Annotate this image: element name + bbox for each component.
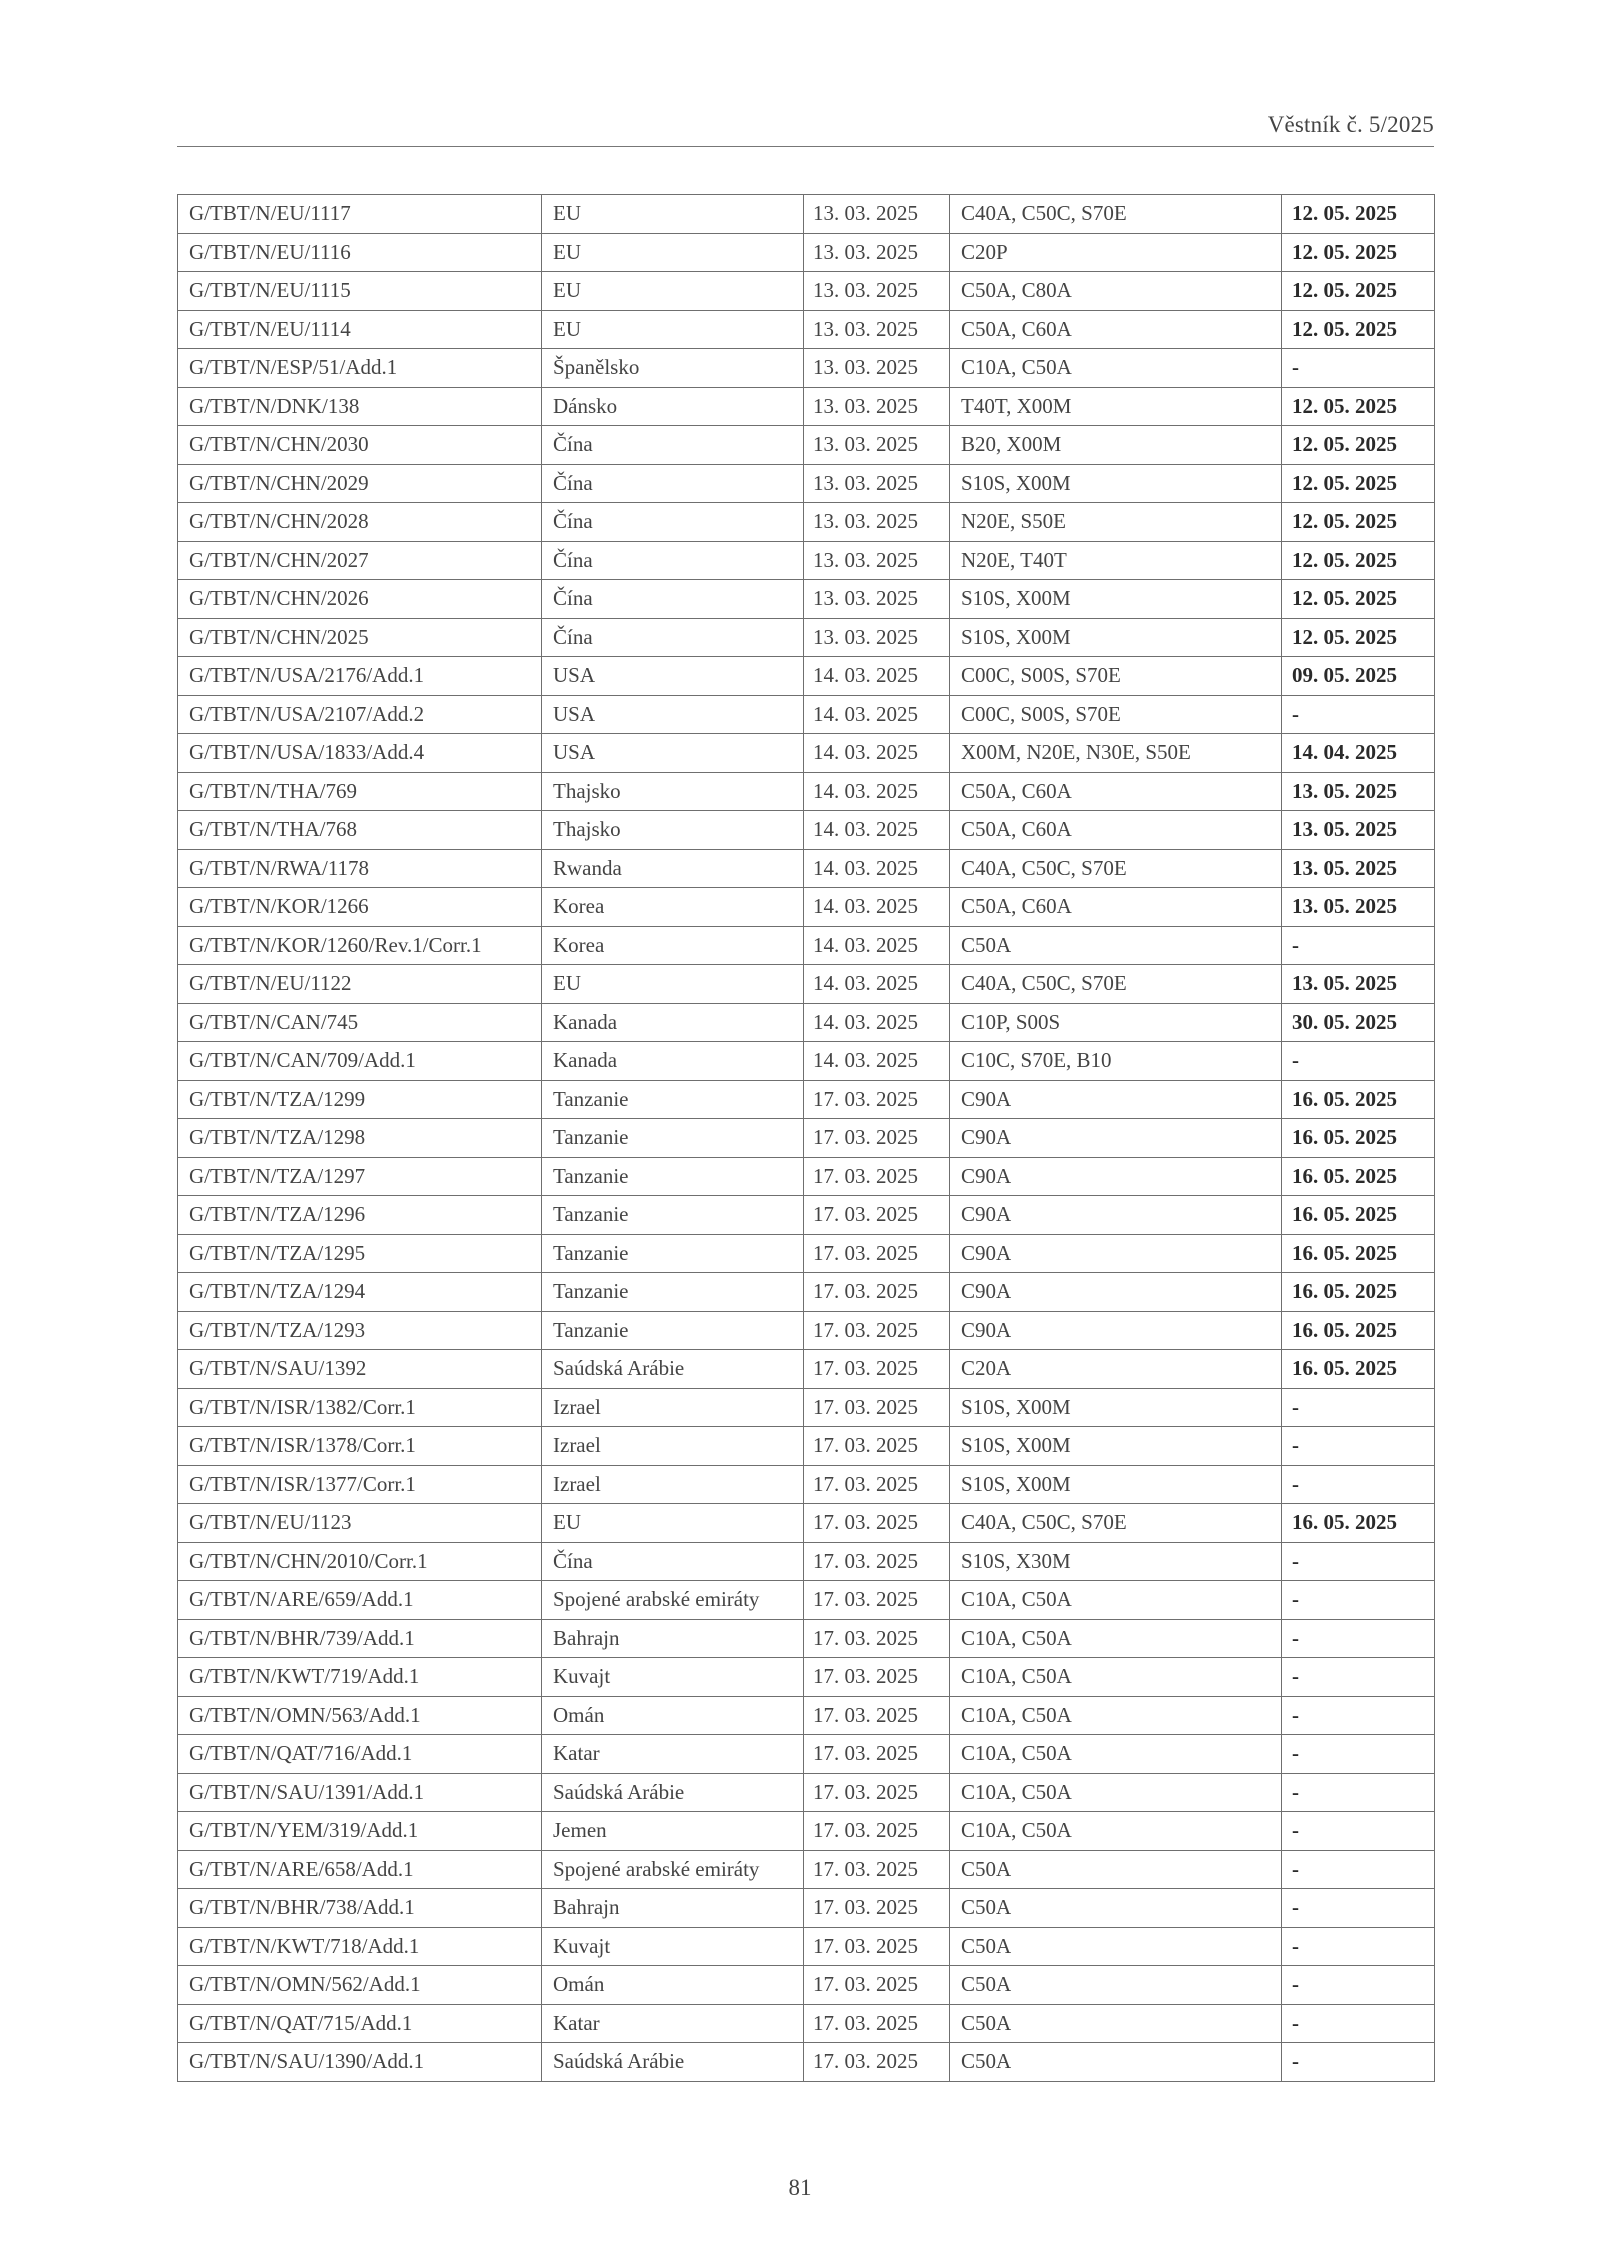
country-cell: Rwanda xyxy=(542,849,804,888)
deadline-cell: 12. 05. 2025 xyxy=(1282,387,1435,426)
notification-id-cell: G/TBT/N/CHN/2025 xyxy=(178,618,542,657)
country-cell: Saúdská Arábie xyxy=(542,2043,804,2082)
classification-cell: C90A xyxy=(950,1080,1282,1119)
country-cell: EU xyxy=(542,233,804,272)
classification-cell: C50A, C60A xyxy=(950,772,1282,811)
date-cell: 17. 03. 2025 xyxy=(804,1542,950,1581)
notification-id-cell: G/TBT/N/TZA/1293 xyxy=(178,1311,542,1350)
deadline-cell: - xyxy=(1282,1812,1435,1851)
table-row xyxy=(178,272,1435,311)
deadline-cell: 16. 05. 2025 xyxy=(1282,1350,1435,1389)
classification-cell: C00C, S00S, S70E xyxy=(950,657,1282,696)
date-cell: 17. 03. 2025 xyxy=(804,1350,950,1389)
notifications-table xyxy=(177,194,1435,2082)
notification-id-cell: G/TBT/N/YEM/319/Add.1 xyxy=(178,1812,542,1851)
country-cell: Tanzanie xyxy=(542,1119,804,1158)
date-cell: 14. 03. 2025 xyxy=(804,695,950,734)
notification-id-cell: G/TBT/N/SAU/1391/Add.1 xyxy=(178,1773,542,1812)
notification-id-cell: G/TBT/N/USA/2107/Add.2 xyxy=(178,695,542,734)
deadline-cell: 16. 05. 2025 xyxy=(1282,1080,1435,1119)
country-cell: Saúdská Arábie xyxy=(542,1773,804,1812)
country-cell: USA xyxy=(542,657,804,696)
notification-id-cell: G/TBT/N/SAU/1390/Add.1 xyxy=(178,2043,542,2082)
country-cell: Španělsko xyxy=(542,349,804,388)
notification-id-cell: G/TBT/N/QAT/715/Add.1 xyxy=(178,2004,542,2043)
notification-id-cell: G/TBT/N/THA/769 xyxy=(178,772,542,811)
deadline-cell: 12. 05. 2025 xyxy=(1282,503,1435,542)
classification-cell: C40A, C50C, S70E xyxy=(950,849,1282,888)
table-row xyxy=(178,1619,1435,1658)
classification-cell: C90A xyxy=(950,1157,1282,1196)
classification-cell: S10S, X00M xyxy=(950,464,1282,503)
table-row xyxy=(178,1196,1435,1235)
table-row xyxy=(178,233,1435,272)
classification-cell: C10A, C50A xyxy=(950,1773,1282,1812)
table-row xyxy=(178,811,1435,850)
country-cell: Katar xyxy=(542,2004,804,2043)
table-row xyxy=(178,657,1435,696)
country-cell: Čína xyxy=(542,426,804,465)
deadline-cell: 13. 05. 2025 xyxy=(1282,888,1435,927)
date-cell: 17. 03. 2025 xyxy=(804,1658,950,1697)
table-row xyxy=(178,888,1435,927)
notification-id-cell: G/TBT/N/CHN/2030 xyxy=(178,426,542,465)
notification-id-cell: G/TBT/N/EU/1116 xyxy=(178,233,542,272)
classification-cell: C90A xyxy=(950,1119,1282,1158)
date-cell: 17. 03. 2025 xyxy=(804,1119,950,1158)
table-row xyxy=(178,541,1435,580)
notification-id-cell: G/TBT/N/CHN/2026 xyxy=(178,580,542,619)
notification-id-cell: G/TBT/N/TZA/1297 xyxy=(178,1157,542,1196)
deadline-cell: - xyxy=(1282,1581,1435,1620)
country-cell: Kuvajt xyxy=(542,1927,804,1966)
country-cell: Omán xyxy=(542,1966,804,2005)
table-row xyxy=(178,1773,1435,1812)
notification-id-cell: G/TBT/N/RWA/1178 xyxy=(178,849,542,888)
classification-cell: C50A xyxy=(950,1850,1282,1889)
deadline-cell: - xyxy=(1282,1658,1435,1697)
country-cell: Čína xyxy=(542,503,804,542)
date-cell: 17. 03. 2025 xyxy=(804,1966,950,2005)
country-cell: USA xyxy=(542,734,804,773)
country-cell: Tanzanie xyxy=(542,1196,804,1235)
date-cell: 13. 03. 2025 xyxy=(804,618,950,657)
table-row xyxy=(178,695,1435,734)
date-cell: 14. 03. 2025 xyxy=(804,772,950,811)
table-row xyxy=(178,1658,1435,1697)
country-cell: Čína xyxy=(542,618,804,657)
table-row xyxy=(178,2043,1435,2082)
date-cell: 13. 03. 2025 xyxy=(804,541,950,580)
deadline-cell: 13. 05. 2025 xyxy=(1282,849,1435,888)
deadline-cell: 13. 05. 2025 xyxy=(1282,772,1435,811)
notification-id-cell: G/TBT/N/USA/1833/Add.4 xyxy=(178,734,542,773)
country-cell: Omán xyxy=(542,1696,804,1735)
notification-id-cell: G/TBT/N/ARE/659/Add.1 xyxy=(178,1581,542,1620)
classification-cell: B20, X00M xyxy=(950,426,1282,465)
table-row xyxy=(178,849,1435,888)
notification-id-cell: G/TBT/N/KWT/718/Add.1 xyxy=(178,1927,542,1966)
notification-id-cell: G/TBT/N/KWT/719/Add.1 xyxy=(178,1658,542,1697)
date-cell: 17. 03. 2025 xyxy=(804,1080,950,1119)
table-row xyxy=(178,2004,1435,2043)
date-cell: 13. 03. 2025 xyxy=(804,580,950,619)
table-row xyxy=(178,1080,1435,1119)
notification-id-cell: G/TBT/N/BHR/738/Add.1 xyxy=(178,1889,542,1928)
country-cell: Katar xyxy=(542,1735,804,1774)
country-cell: Kanada xyxy=(542,1003,804,1042)
table-row xyxy=(178,349,1435,388)
classification-cell: C90A xyxy=(950,1311,1282,1350)
deadline-cell: - xyxy=(1282,695,1435,734)
deadline-cell: 09. 05. 2025 xyxy=(1282,657,1435,696)
deadline-cell: 12. 05. 2025 xyxy=(1282,310,1435,349)
notification-id-cell: G/TBT/N/TZA/1296 xyxy=(178,1196,542,1235)
notification-id-cell: G/TBT/N/THA/768 xyxy=(178,811,542,850)
country-cell: Tanzanie xyxy=(542,1157,804,1196)
notification-id-cell: G/TBT/N/ISR/1377/Corr.1 xyxy=(178,1465,542,1504)
deadline-cell: - xyxy=(1282,1889,1435,1928)
deadline-cell: 12. 05. 2025 xyxy=(1282,272,1435,311)
deadline-cell: - xyxy=(1282,1773,1435,1812)
deadline-cell: 16. 05. 2025 xyxy=(1282,1234,1435,1273)
date-cell: 14. 03. 2025 xyxy=(804,734,950,773)
deadline-cell: 30. 05. 2025 xyxy=(1282,1003,1435,1042)
notification-id-cell: G/TBT/N/TZA/1294 xyxy=(178,1273,542,1312)
deadline-cell: - xyxy=(1282,1619,1435,1658)
deadline-cell: - xyxy=(1282,1850,1435,1889)
deadline-cell: - xyxy=(1282,1542,1435,1581)
date-cell: 17. 03. 2025 xyxy=(804,1850,950,1889)
notification-id-cell: G/TBT/N/CHN/2010/Corr.1 xyxy=(178,1542,542,1581)
country-cell: Tanzanie xyxy=(542,1080,804,1119)
classification-cell: C10A, C50A xyxy=(950,1812,1282,1851)
classification-cell: C50A xyxy=(950,2004,1282,2043)
table-row xyxy=(178,1350,1435,1389)
notification-id-cell: G/TBT/N/CHN/2028 xyxy=(178,503,542,542)
classification-cell: C10A, C50A xyxy=(950,349,1282,388)
date-cell: 14. 03. 2025 xyxy=(804,811,950,850)
table-row xyxy=(178,387,1435,426)
deadline-cell: - xyxy=(1282,1042,1435,1081)
date-cell: 17. 03. 2025 xyxy=(804,2004,950,2043)
table-row xyxy=(178,965,1435,1004)
table-row xyxy=(178,772,1435,811)
date-cell: 13. 03. 2025 xyxy=(804,195,950,234)
date-cell: 17. 03. 2025 xyxy=(804,1504,950,1543)
date-cell: 14. 03. 2025 xyxy=(804,888,950,927)
classification-cell: C50A xyxy=(950,1966,1282,2005)
classification-cell: C50A, C80A xyxy=(950,272,1282,311)
classification-cell: S10S, X00M xyxy=(950,580,1282,619)
notification-id-cell: G/TBT/N/OMN/563/Add.1 xyxy=(178,1696,542,1735)
notification-id-cell: G/TBT/N/CAN/745 xyxy=(178,1003,542,1042)
date-cell: 13. 03. 2025 xyxy=(804,349,950,388)
notification-id-cell: G/TBT/N/SAU/1392 xyxy=(178,1350,542,1389)
deadline-cell: 14. 04. 2025 xyxy=(1282,734,1435,773)
country-cell: Tanzanie xyxy=(542,1273,804,1312)
table-row xyxy=(178,1581,1435,1620)
classification-cell: C50A xyxy=(950,1889,1282,1928)
date-cell: 14. 03. 2025 xyxy=(804,1003,950,1042)
country-cell: Korea xyxy=(542,888,804,927)
table-row xyxy=(178,926,1435,965)
classification-cell: C90A xyxy=(950,1196,1282,1235)
table-row xyxy=(178,1465,1435,1504)
classification-cell: C10C, S70E, B10 xyxy=(950,1042,1282,1081)
table-row xyxy=(178,1504,1435,1543)
table-row xyxy=(178,1735,1435,1774)
classification-cell: S10S, X30M xyxy=(950,1542,1282,1581)
deadline-cell: 12. 05. 2025 xyxy=(1282,580,1435,619)
classification-cell: C50A, C60A xyxy=(950,811,1282,850)
notification-id-cell: G/TBT/N/DNK/138 xyxy=(178,387,542,426)
deadline-cell: - xyxy=(1282,2004,1435,2043)
country-cell: Saúdská Arábie xyxy=(542,1350,804,1389)
classification-cell: C20A xyxy=(950,1350,1282,1389)
classification-cell: C40A, C50C, S70E xyxy=(950,195,1282,234)
classification-cell: C10A, C50A xyxy=(950,1735,1282,1774)
deadline-cell: - xyxy=(1282,926,1435,965)
notification-id-cell: G/TBT/N/USA/2176/Add.1 xyxy=(178,657,542,696)
date-cell: 17. 03. 2025 xyxy=(804,1311,950,1350)
classification-cell: C10A, C50A xyxy=(950,1696,1282,1735)
classification-cell: C50A xyxy=(950,926,1282,965)
notification-id-cell: G/TBT/N/EU/1115 xyxy=(178,272,542,311)
deadline-cell: 16. 05. 2025 xyxy=(1282,1196,1435,1235)
journal-title: Věstník č. 5/2025 xyxy=(1267,112,1434,137)
deadline-cell: - xyxy=(1282,2043,1435,2082)
deadline-cell: - xyxy=(1282,1465,1435,1504)
country-cell: EU xyxy=(542,965,804,1004)
date-cell: 13. 03. 2025 xyxy=(804,310,950,349)
date-cell: 14. 03. 2025 xyxy=(804,926,950,965)
table-row xyxy=(178,1927,1435,1966)
classification-cell: C90A xyxy=(950,1273,1282,1312)
notification-id-cell: G/TBT/N/CHN/2027 xyxy=(178,541,542,580)
country-cell: EU xyxy=(542,1504,804,1543)
country-cell: USA xyxy=(542,695,804,734)
deadline-cell: 12. 05. 2025 xyxy=(1282,426,1435,465)
table-row xyxy=(178,310,1435,349)
country-cell: Jemen xyxy=(542,1812,804,1851)
country-cell: Bahrajn xyxy=(542,1619,804,1658)
deadline-cell: - xyxy=(1282,1696,1435,1735)
deadline-cell: 13. 05. 2025 xyxy=(1282,811,1435,850)
country-cell: Bahrajn xyxy=(542,1889,804,1928)
country-cell: Thajsko xyxy=(542,811,804,850)
table-row xyxy=(178,1157,1435,1196)
table-row xyxy=(178,1889,1435,1928)
date-cell: 17. 03. 2025 xyxy=(804,1196,950,1235)
deadline-cell: 16. 05. 2025 xyxy=(1282,1504,1435,1543)
table-row xyxy=(178,1388,1435,1427)
table-row xyxy=(178,580,1435,619)
table-row xyxy=(178,1966,1435,2005)
classification-cell: C20P xyxy=(950,233,1282,272)
date-cell: 17. 03. 2025 xyxy=(804,1889,950,1928)
date-cell: 17. 03. 2025 xyxy=(804,1234,950,1273)
notification-id-cell: G/TBT/N/CHN/2029 xyxy=(178,464,542,503)
country-cell: Kuvajt xyxy=(542,1658,804,1697)
date-cell: 14. 03. 2025 xyxy=(804,849,950,888)
date-cell: 17. 03. 2025 xyxy=(804,1773,950,1812)
date-cell: 17. 03. 2025 xyxy=(804,1735,950,1774)
table-row xyxy=(178,1542,1435,1581)
deadline-cell: - xyxy=(1282,1735,1435,1774)
classification-cell: C50A, C60A xyxy=(950,888,1282,927)
date-cell: 13. 03. 2025 xyxy=(804,426,950,465)
classification-cell: C10A, C50A xyxy=(950,1658,1282,1697)
classification-cell: N20E, S50E xyxy=(950,503,1282,542)
classification-cell: C10A, C50A xyxy=(950,1619,1282,1658)
country-cell: Čína xyxy=(542,464,804,503)
notification-id-cell: G/TBT/N/TZA/1295 xyxy=(178,1234,542,1273)
notification-id-cell: G/TBT/N/EU/1123 xyxy=(178,1504,542,1543)
date-cell: 14. 03. 2025 xyxy=(804,1042,950,1081)
country-cell: Izrael xyxy=(542,1427,804,1466)
country-cell: EU xyxy=(542,195,804,234)
deadline-cell: - xyxy=(1282,1966,1435,2005)
notification-id-cell: G/TBT/N/OMN/562/Add.1 xyxy=(178,1966,542,2005)
date-cell: 13. 03. 2025 xyxy=(804,503,950,542)
notification-id-cell: G/TBT/N/CAN/709/Add.1 xyxy=(178,1042,542,1081)
deadline-cell: 12. 05. 2025 xyxy=(1282,541,1435,580)
table-row xyxy=(178,1042,1435,1081)
date-cell: 13. 03. 2025 xyxy=(804,387,950,426)
country-cell: Čína xyxy=(542,1542,804,1581)
country-cell: Thajsko xyxy=(542,772,804,811)
date-cell: 17. 03. 2025 xyxy=(804,1619,950,1658)
country-cell: EU xyxy=(542,272,804,311)
table-row xyxy=(178,618,1435,657)
date-cell: 17. 03. 2025 xyxy=(804,1427,950,1466)
notification-id-cell: G/TBT/N/EU/1117 xyxy=(178,195,542,234)
deadline-cell: 16. 05. 2025 xyxy=(1282,1157,1435,1196)
country-cell: Izrael xyxy=(542,1465,804,1504)
classification-cell: C00C, S00S, S70E xyxy=(950,695,1282,734)
classification-cell: C50A, C60A xyxy=(950,310,1282,349)
classification-cell: C10P, S00S xyxy=(950,1003,1282,1042)
deadline-cell: 12. 05. 2025 xyxy=(1282,195,1435,234)
date-cell: 14. 03. 2025 xyxy=(804,657,950,696)
deadline-cell: - xyxy=(1282,1388,1435,1427)
date-cell: 14. 03. 2025 xyxy=(804,965,950,1004)
classification-cell: S10S, X00M xyxy=(950,1427,1282,1466)
table-row xyxy=(178,1850,1435,1889)
country-cell: EU xyxy=(542,310,804,349)
classification-cell: N20E, T40T xyxy=(950,541,1282,580)
table-row xyxy=(178,195,1435,234)
table-row xyxy=(178,503,1435,542)
country-cell: Čína xyxy=(542,541,804,580)
deadline-cell: 12. 05. 2025 xyxy=(1282,233,1435,272)
date-cell: 17. 03. 2025 xyxy=(804,1812,950,1851)
table-row xyxy=(178,1311,1435,1350)
table-row xyxy=(178,426,1435,465)
notifications-table-body xyxy=(178,195,1435,2082)
deadline-cell: 12. 05. 2025 xyxy=(1282,618,1435,657)
table-row xyxy=(178,464,1435,503)
country-cell: Korea xyxy=(542,926,804,965)
table-row xyxy=(178,734,1435,773)
notification-id-cell: G/TBT/N/TZA/1298 xyxy=(178,1119,542,1158)
country-cell: Tanzanie xyxy=(542,1234,804,1273)
deadline-cell: - xyxy=(1282,1427,1435,1466)
table-row xyxy=(178,1003,1435,1042)
classification-cell: X00M, N20E, N30E, S50E xyxy=(950,734,1282,773)
country-cell: Izrael xyxy=(542,1388,804,1427)
table-row xyxy=(178,1273,1435,1312)
header-rule xyxy=(177,146,1434,147)
classification-cell: S10S, X00M xyxy=(950,1388,1282,1427)
classification-cell: C40A, C50C, S70E xyxy=(950,1504,1282,1543)
notification-id-cell: G/TBT/N/QAT/716/Add.1 xyxy=(178,1735,542,1774)
date-cell: 17. 03. 2025 xyxy=(804,1927,950,1966)
notification-id-cell: G/TBT/N/ISR/1382/Corr.1 xyxy=(178,1388,542,1427)
country-cell: Kanada xyxy=(542,1042,804,1081)
classification-cell: C50A xyxy=(950,1927,1282,1966)
classification-cell: C10A, C50A xyxy=(950,1581,1282,1620)
table-row xyxy=(178,1427,1435,1466)
table-row xyxy=(178,1119,1435,1158)
country-cell: Spojené arabské emiráty xyxy=(542,1850,804,1889)
date-cell: 17. 03. 2025 xyxy=(804,2043,950,2082)
date-cell: 13. 03. 2025 xyxy=(804,272,950,311)
country-cell: Dánsko xyxy=(542,387,804,426)
deadline-cell: - xyxy=(1282,1927,1435,1966)
date-cell: 17. 03. 2025 xyxy=(804,1157,950,1196)
notification-id-cell: G/TBT/N/ARE/658/Add.1 xyxy=(178,1850,542,1889)
country-cell: Čína xyxy=(542,580,804,619)
classification-cell: S10S, X00M xyxy=(950,1465,1282,1504)
classification-cell: C50A xyxy=(950,2043,1282,2082)
deadline-cell: 12. 05. 2025 xyxy=(1282,464,1435,503)
notification-id-cell: G/TBT/N/TZA/1299 xyxy=(178,1080,542,1119)
date-cell: 17. 03. 2025 xyxy=(804,1273,950,1312)
classification-cell: C40A, C50C, S70E xyxy=(950,965,1282,1004)
table-row xyxy=(178,1696,1435,1735)
date-cell: 17. 03. 2025 xyxy=(804,1388,950,1427)
table-row xyxy=(178,1812,1435,1851)
notification-id-cell: G/TBT/N/EU/1122 xyxy=(178,965,542,1004)
classification-cell: T40T, X00M xyxy=(950,387,1282,426)
notification-id-cell: G/TBT/N/KOR/1266 xyxy=(178,888,542,927)
classification-cell: S10S, X00M xyxy=(950,618,1282,657)
deadline-cell: 16. 05. 2025 xyxy=(1282,1119,1435,1158)
deadline-cell: 13. 05. 2025 xyxy=(1282,965,1435,1004)
date-cell: 13. 03. 2025 xyxy=(804,233,950,272)
deadline-cell: - xyxy=(1282,349,1435,388)
date-cell: 13. 03. 2025 xyxy=(804,464,950,503)
page-number: 81 xyxy=(788,2175,812,2200)
date-cell: 17. 03. 2025 xyxy=(804,1696,950,1735)
classification-cell: C90A xyxy=(950,1234,1282,1273)
date-cell: 17. 03. 2025 xyxy=(804,1465,950,1504)
notification-id-cell: G/TBT/N/BHR/739/Add.1 xyxy=(178,1619,542,1658)
country-cell: Spojené arabské emiráty xyxy=(542,1581,804,1620)
notification-id-cell: G/TBT/N/KOR/1260/Rev.1/Corr.1 xyxy=(178,926,542,965)
notification-id-cell: G/TBT/N/ESP/51/Add.1 xyxy=(178,349,542,388)
notification-id-cell: G/TBT/N/ISR/1378/Corr.1 xyxy=(178,1427,542,1466)
deadline-cell: 16. 05. 2025 xyxy=(1282,1273,1435,1312)
notification-id-cell: G/TBT/N/EU/1114 xyxy=(178,310,542,349)
date-cell: 17. 03. 2025 xyxy=(804,1581,950,1620)
deadline-cell: 16. 05. 2025 xyxy=(1282,1311,1435,1350)
table-row xyxy=(178,1234,1435,1273)
country-cell: Tanzanie xyxy=(542,1311,804,1350)
